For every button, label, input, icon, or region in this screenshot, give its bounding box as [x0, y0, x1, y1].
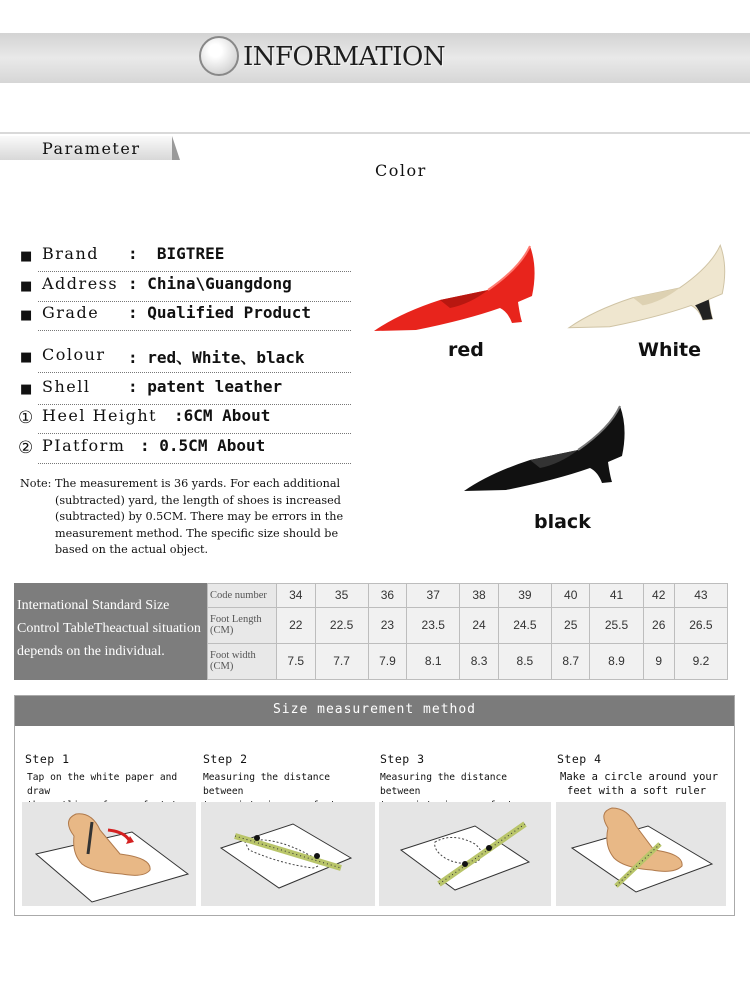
note-label: Note: [20, 477, 52, 490]
ruler-length-icon [201, 802, 375, 906]
param-row-grade [0, 303, 355, 333]
shoe-label-black: black [534, 511, 591, 533]
white-shoe-image [565, 236, 730, 336]
table-cell: 8.7 [551, 643, 590, 679]
bullet: ② [18, 438, 34, 458]
param-value: : patent leather [128, 377, 283, 396]
table-cell: 42 [643, 584, 674, 608]
note-line: measurement method. The specific size should be [55, 526, 339, 540]
dotted-rule [38, 433, 351, 434]
dotted-rule [38, 404, 351, 405]
row-header: Foot width (CM) [208, 643, 277, 679]
table-cell: 8.1 [407, 643, 460, 679]
step-4-text: Make a circle around your feet with a soft ruler [560, 771, 719, 797]
step-3-label: Step 3 [380, 752, 425, 766]
table-cell: 40 [551, 584, 590, 608]
measurement-method-title: Size measurement method [272, 702, 476, 717]
page-title: INFORMATION [243, 42, 446, 72]
dotted-rule [38, 372, 351, 373]
red-shoe-image [370, 238, 540, 338]
table-cell: 7.7 [315, 643, 368, 679]
shoe-label-white: White [638, 339, 701, 361]
ring-icon [199, 36, 239, 76]
soft-ruler-foot-icon [556, 802, 726, 906]
parameter-tab-label: Parameter [42, 139, 141, 158]
param-key: Brand [42, 244, 99, 263]
dotted-rule [38, 463, 351, 464]
table-cell: 24.5 [498, 607, 551, 643]
param-key: PIatform [42, 436, 126, 455]
table-cell: 23.5 [407, 607, 460, 643]
table-cell: 22.5 [315, 607, 368, 643]
param-key: Shell [42, 377, 91, 396]
table-cell: 8.9 [590, 643, 643, 679]
table-row [208, 643, 728, 679]
param-key: Grade [42, 303, 100, 322]
table-cell: 37 [407, 584, 460, 608]
bullet: ■ [20, 279, 33, 294]
table-row [208, 607, 728, 643]
param-value: : BIGTREE [128, 244, 225, 263]
step-2-text: Measuring the distance between [203, 772, 331, 797]
step-4-illustration [556, 802, 726, 906]
step-1-label: Step 1 [25, 752, 70, 766]
table-cell: 24 [460, 607, 499, 643]
step-4-label: Step 4 [557, 752, 602, 766]
table-cell: 25.5 [590, 607, 643, 643]
size-table [207, 583, 728, 680]
tab-corner [172, 136, 180, 160]
note-line: (subtracted) yard, the length of shoes is increased [55, 493, 341, 507]
param-row-address [0, 274, 355, 304]
color-heading: Color [375, 161, 427, 180]
foot-trace-icon [22, 802, 196, 906]
param-key: Colour [42, 345, 106, 364]
param-row-platform [0, 436, 355, 466]
table-cell: 9 [643, 643, 674, 679]
step-1-illustration [22, 802, 196, 906]
dotted-rule [38, 330, 351, 331]
table-cell: 35 [315, 584, 368, 608]
note-line: (subtracted) by 0.5CM. There may be errors in the [55, 510, 344, 523]
black-shoe-image [460, 398, 630, 498]
dotted-rule [38, 301, 351, 302]
bullet: ■ [20, 382, 33, 397]
row-header: Foot Length (CM) [208, 607, 277, 643]
table-row [208, 584, 728, 608]
ruler-width-icon [379, 802, 551, 906]
table-cell: 9.2 [674, 643, 727, 679]
param-value: : red、White、black [128, 348, 305, 367]
step-2-illustration [201, 802, 375, 906]
table-cell: 22 [277, 607, 316, 643]
step-3-text: Measuring the distance between [380, 772, 508, 797]
table-cell: 7.9 [368, 643, 407, 679]
note [20, 476, 370, 559]
step-1-text: Tap on the white paper and draw [27, 772, 178, 797]
bullet: ① [18, 408, 34, 428]
table-cell: 39 [498, 584, 551, 608]
size-table-title [14, 583, 207, 680]
dotted-rule [38, 271, 351, 272]
table-cell: 7.5 [277, 643, 316, 679]
table-cell: 38 [460, 584, 499, 608]
bullet: ■ [20, 350, 33, 365]
param-key: Heel Height [42, 406, 158, 425]
note-line: The measurement is 36 yards. For each additional [54, 477, 341, 490]
param-value: :6CM About [174, 406, 271, 425]
table-cell: 36 [368, 584, 407, 608]
size-table-title-line: International Standard Size [17, 598, 170, 613]
param-row-shell [0, 377, 355, 407]
table-cell: 8.3 [460, 643, 499, 679]
step-3-illustration [379, 802, 551, 906]
size-table-title-line: depends on the individual. [17, 644, 165, 659]
table-cell: 23 [368, 607, 407, 643]
table-cell: 26 [643, 607, 674, 643]
step-2-label: Step 2 [203, 752, 248, 766]
table-cell: 26.5 [674, 607, 727, 643]
row-header: Code number [208, 584, 277, 608]
table-cell: 41 [590, 584, 643, 608]
shoe-label-red: red [448, 339, 484, 361]
param-row-heel-height [0, 406, 355, 436]
param-value: : Qualified Product [128, 303, 312, 322]
size-table-title-line: Control TableTheactual situation [17, 621, 201, 636]
note-line: based on the actual object. [55, 543, 209, 556]
param-key: Address [42, 274, 119, 293]
bullet: ■ [20, 249, 33, 264]
divider [0, 132, 750, 134]
table-cell: 34 [277, 584, 316, 608]
param-row-colour [0, 345, 355, 375]
bullet: ■ [20, 308, 33, 323]
table-cell: 43 [674, 584, 727, 608]
table-cell: 25 [551, 607, 590, 643]
param-value: : China\Guangdong [128, 274, 292, 293]
table-cell: 8.5 [498, 643, 551, 679]
param-value: : 0.5CM About [140, 436, 266, 455]
param-row-brand [0, 244, 355, 274]
